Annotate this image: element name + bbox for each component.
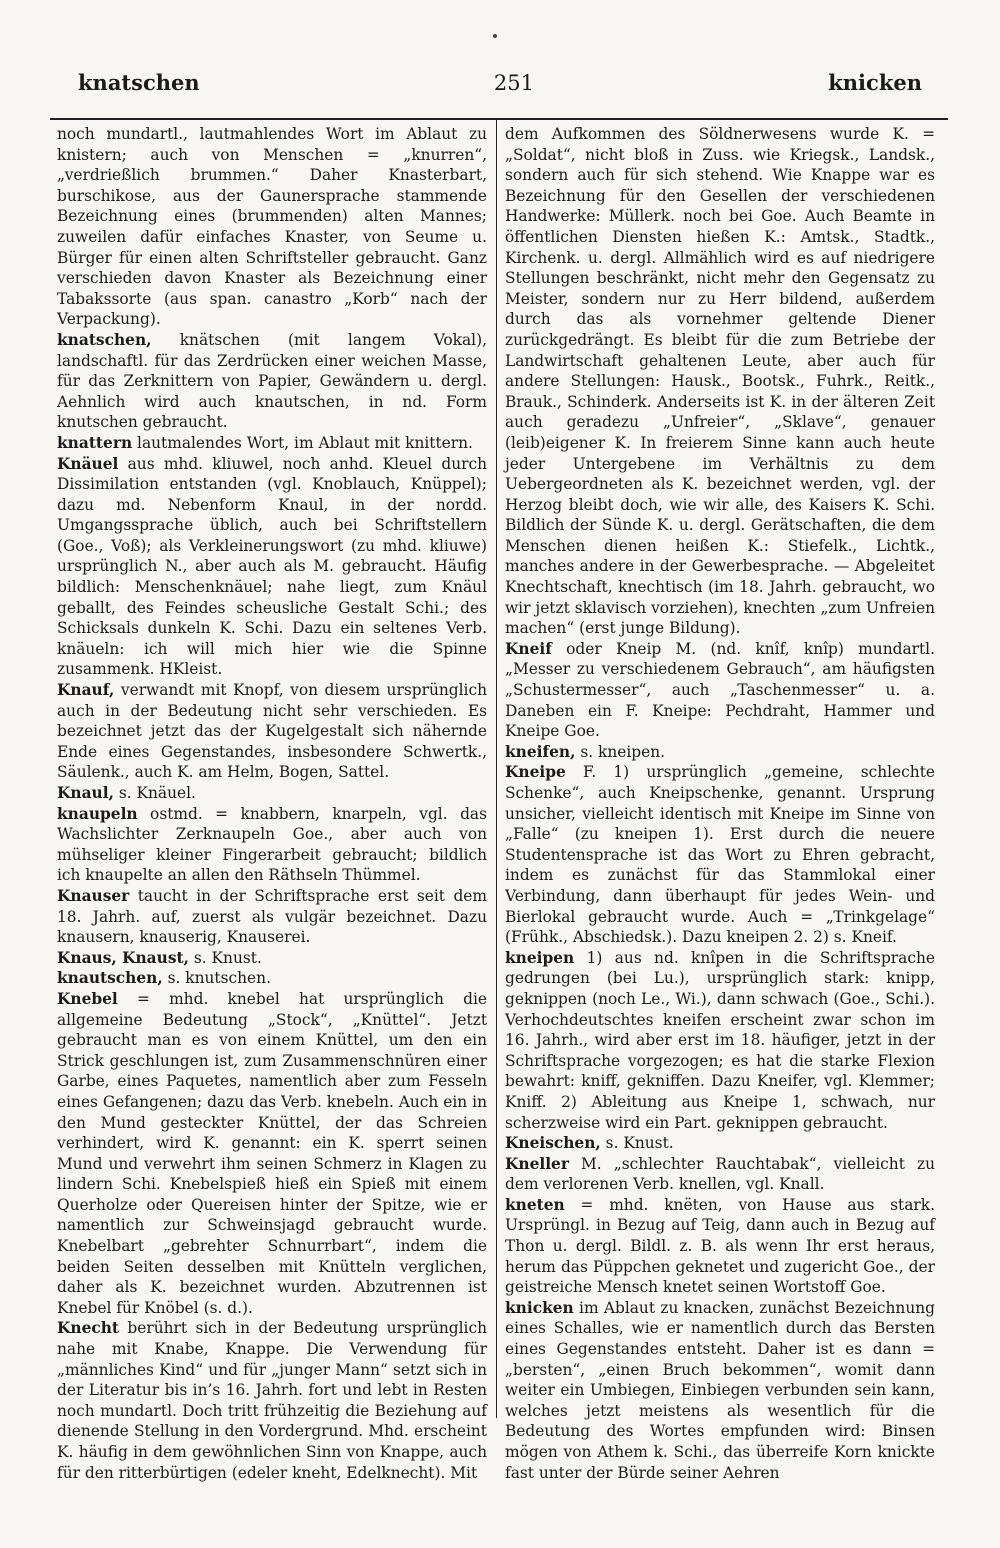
entry xyxy=(505,948,935,1133)
entry xyxy=(505,1195,935,1298)
entry-headword: Kneipe xyxy=(505,763,566,782)
entry-headword: Kneischen, xyxy=(505,1134,601,1153)
entry-headword: Knebel xyxy=(57,989,118,1008)
running-head-left: knatschen xyxy=(78,70,200,95)
entry-headword: knaupeln xyxy=(57,804,138,823)
entry-headword: knatschen, xyxy=(57,330,152,349)
entry-text: s. knutschen. xyxy=(162,969,271,988)
entry-text: lautmalendes Wort, im Ablaut mit knittern. xyxy=(132,433,473,452)
column-divider xyxy=(496,120,497,1418)
entry xyxy=(57,989,487,1319)
entry-headword: knicken xyxy=(505,1298,574,1317)
entry-text: s. kneipen. xyxy=(575,742,666,761)
left-column xyxy=(57,124,487,1483)
header-rule xyxy=(50,118,948,120)
entry-text: s. Knust. xyxy=(188,948,262,967)
entry-text: F. 1) ursprünglich „gemeine, schlechte Schenke“, auch Kneipschenke, genannt. Ursprung unsicher, vielleicht identisch mit Kneipe im Sinne von „Falle“ (zu kneipen 1). Erst durch die neuere Studentensprache ist das Wort zu Ehren gebracht, indem es zunächst für das Stammlokal einer Verbindung, dann überhaupt für jedes Wein- und Bierlokal gebraucht wurde. Auch = „Trinkgelage“ (Frühk., Abschiedsk.). Dazu kneipen 2. 2) s. Kneif. xyxy=(505,763,935,947)
entry xyxy=(505,1298,935,1483)
entry-text: s. Knäuel. xyxy=(113,784,196,802)
entry-text: s. Knust. xyxy=(600,1134,674,1153)
entry-text: M. „schlechter Rauchtabak“, vielleicht zu dem verlorenen Verb. knellen, vgl. Knall. xyxy=(505,1154,935,1194)
entry-headword: Knecht xyxy=(57,1319,120,1338)
entry xyxy=(505,1133,935,1154)
entry-text: aus mhd. kliuwel, noch anhd. Kleuel durch Dissimilation entstanden (vgl. Knoblauch, Knüppel); dazu md. Nebenform Knaul, in der nordd. Umgangssprache üblich, auch bei Schriftstellern (Goe., Voß); als Verkleinerungswort (zu mhd. kliuwe) ursprünglich N., aber auch als M. gebraucht. Häufig bildlich: Menschenknäuel; nahe liegt, zum Knäul geballt, des Feindes scheusliche Gestalt Schi.; des Schicksals dunkeln K. Schi. Dazu ein seltenes Verb. knäueln: ich will mich hier wie die Spinne zusammenk. HKleist. xyxy=(57,454,487,679)
entry xyxy=(57,804,487,886)
entry xyxy=(57,1318,487,1483)
entry-headword: Knäuel xyxy=(57,454,119,473)
entry-headword: kneipen xyxy=(505,948,575,967)
print-speck xyxy=(493,34,497,38)
entry-text: 1) aus nd. knîpen in die Schriftsprache gedrungen (bei Lu.), ursprünglich stark: knipp, geknippen (noch Le., Wi.), dann schwach (Goe., Schi.). Verhochdeutschtes kneifen erscheint zwar schon im 16. Jahrh., wird aber erst im 18. häufiger, jetzt in der Schriftsprache vorgezogen; es hat die starke Flexion bewahrt: kniff, gekniffen. Dazu Kneifer, vgl. Klemmer; Kniff. 2) Ableitung aus Kneipe 1, schwach, nur scherzweise wird ein Part. geknippen gebraucht. xyxy=(505,948,935,1132)
entry-text: taucht in der Schriftsprache erst seit dem 18. Jahrh. auf, zuerst als vulgär bezeichnet. Dazu knausern, knauserig, Knauserei. xyxy=(57,886,487,947)
entry-headword: Knauf, xyxy=(57,681,115,700)
entry-headword: Kneller xyxy=(505,1154,569,1173)
entry-text: = mhd. knëten, von Hause aus stark. Ursprüngl. in Bezug auf Teig, dann auch in Bezug auf Thon u. dergl. Bildl. z. B. als wenn Ihr erst heraus, herum das Püppchen geknetet und zugericht Goe., der geistreiche Mensch knetet seinen Wortstoff Goe. xyxy=(505,1195,935,1297)
right-column xyxy=(505,124,935,1483)
entry xyxy=(505,124,935,639)
entry-text: dem Aufkommen des Söldnerwesens wurde K. = „Soldat“, nicht bloß in Zuss. wie Kriegsk., Landsk., sondern auch für sich stehend. Wie Knappe war es Bezeichnung für den Gesellen der verschiedenen Handwerke: Müllerk. noch bei Goe. Auch Beamte in öffentlichen Diensten hießen K.: Amtsk., Stadtk., Kirchenk. u. dergl. Allmählich wird es auf niedrigere Stellungen beschränkt, nicht mehr den Gegensatz zu Meister, sondern nur zu Herr bildend, außerdem durch das als vornehmer geltende Diener zurückgedrängt. Es bleibt für die zum Betriebe der Landwirtschaft gehaltenen Leute, aber auch für andere Stellungen: Hausk., Bootsk., Fuhrk., Reitk., Brauk., Schinderk. Anderseits ist K. in der älteren Zeit auch geradezu „Unfreier“, „Sklave“, genauer (leib)eigener K. In freierem Sinne kann auch heute jeder Untergebene im Verhältnis zu dem Uebergeordneten als K. bezeichnet werden, vgl. der Herzog bleibt doch, wie wir alle, des Kaisers K. Schi. Bildlich der Sünde K. u. dergl. Gerätschaften, die dem Menschen dienen heißen K.: Stiefelk., Lichtk., manches andere in der Gewerbesprache. — Abgeleitet Knechtschaft, knechtisch (im 18. Jahrh. gebraucht, wo wir jetzt sklavisch vorziehen), knechten „zum Unfreien machen“ (erst junge Bildung). xyxy=(505,125,935,638)
entry-text: im Ablaut zu knacken, zunächst Bezeichnung eines Schalles, wie er namentlich durch das Bersten eines Gegenstandes entsteht. Daher ist es dann = „bersten“, „einen Bruch bekommen“, womit dann weiter ein Umbiegen, Einbiegen verbunden sein kann, welches jetzt meistens als wesentlich für die Bedeutung des Wortes empfunden wird: Binsen mögen von Athem k. Schi., das überreife Korn knickte fast unter der Bürde seiner Aehren xyxy=(505,1298,935,1482)
entry xyxy=(57,124,487,330)
entry-text: noch mundartl., lautmahlendes Wort im Ablaut zu knistern; auch von Menschen = „knurren“, „verdrießlich brummen.“ Daher Knasterbart, burschikose, aus der Gaunersprache stammende Bezeichnung eines (brummenden) alten Mannes; zuweilen dafür einfaches Knaster, von Seume u. Bürger für einen alten Schriftsteller gebraucht. Ganz verschieden davon Knaster als Bezeichnung einer Tabakssorte (aus span. canastro „Korb“ nach der Verpackung). xyxy=(57,125,487,329)
entry-headword: Knauser xyxy=(57,886,130,905)
entry xyxy=(57,330,487,433)
entry xyxy=(57,454,487,681)
entry-headword: kneifen, xyxy=(505,742,576,761)
page-header xyxy=(78,70,922,104)
entry-headword: kneten xyxy=(505,1195,565,1214)
entry xyxy=(57,680,487,783)
entry-headword: Knaul, xyxy=(57,784,114,802)
entry xyxy=(505,742,935,763)
entry-text: = mhd. knebel hat ursprünglich die allgemeine Bedeutung „Stock“, „Knüttel“. Jetzt gebraucht man es von einem Knüttel, um den ein Strick geschlungen ist, zum Zusammenschnüren einer Garbe, eines Paquetes, namentlich aber zum Fesseln eines Gefangenen; dazu das Verb. knebeln. Auch ein in den Mund gesteckter Knüttel, der das Schreien verhindert, wird K. genannt: ein K. sperrt seinen Mund und verwehrt ihm seinen Schmerz in Klagen zu lindern Schi. Knebelspieß hieß ein Spieß mit einem Querholze oder Quereisen hinter der Spitze, wie er namentlich zur Schweinsjagd gebraucht wurde. Knebelbart „gebrehter Schnurrbart“, indem die beiden Seiten desselben mit Knütteln verglichen, daher als K. bezeichnet wurden. Abzutrennen ist Knebel für Knöbel (s. d.). xyxy=(57,989,487,1317)
entry xyxy=(57,948,487,969)
entry xyxy=(505,639,935,742)
entry-text: berührt sich in der Bedeutung ursprünglich nahe mit Knabe, Knappe. Die Verwendung für „männliches Kind“ und für „junger Mann“ setzt sich in der Literatur bis in’s 16. Jahrh. fort und lebt in Resten noch mundartl. Doch tritt frühzeitig die Beziehung auf dienende Stellung in den Vordergrund. Mhd. erscheint K. häufig in dem gewöhnlichen Sinn von Knappe, auch für den ritterbürtigen (edeler kneht, Edelknecht). Mit xyxy=(57,1319,487,1482)
entry xyxy=(57,886,487,948)
entry-text: ostmd. = knabbern, knarpeln, vgl. das Wachslichter Zerknaupeln Goe., aber auch von mühseliger kleiner Fingerarbeit gebraucht; bildlich ich knaupelte an allen den Räthseln Thümmel. xyxy=(57,804,487,885)
entry-headword: Knaus, Knaust, xyxy=(57,948,189,967)
entry-text: knätschen (mit langem Vokal), landschaftl. für das Zerdrücken einer weichen Masse, für das Zerknittern von Papier, Gewändern u. dergl. Aehnlich wird auch knautschen, in nd. Form knutschen gebraucht. xyxy=(57,330,487,432)
running-head-right: knicken xyxy=(828,70,922,95)
entry-text: oder Kneip M. (nd. knîf, knîp) mundartl. „Messer zu verschiedenem Gebrauch“, am häufigsten „Schustermesser“, auch „Taschenmesser“ u. a. Daneben ein F. Kneipe: Pechdraht, Hammer und Kneipe Goe. xyxy=(505,639,935,741)
entry-headword: knautschen, xyxy=(57,969,163,988)
entry xyxy=(505,762,935,947)
entry xyxy=(57,783,487,804)
entry-headword: Kneif xyxy=(505,639,552,658)
entry xyxy=(57,968,487,989)
entry xyxy=(505,1154,935,1195)
page-number: 251 xyxy=(493,71,534,95)
entry xyxy=(57,433,487,454)
entry-text: verwandt mit Knopf, von diesem ursprünglich auch in der Bedeutung nicht sehr verschieden. Es bezeichnet jetzt das der Kugelgestalt sich nähernde Ende eines Gegenstandes, insbesondere Schwertk., Säulenk., auch K. am Helm, Bogen, Sattel. xyxy=(57,681,487,782)
entry-headword: knattern xyxy=(57,433,133,452)
